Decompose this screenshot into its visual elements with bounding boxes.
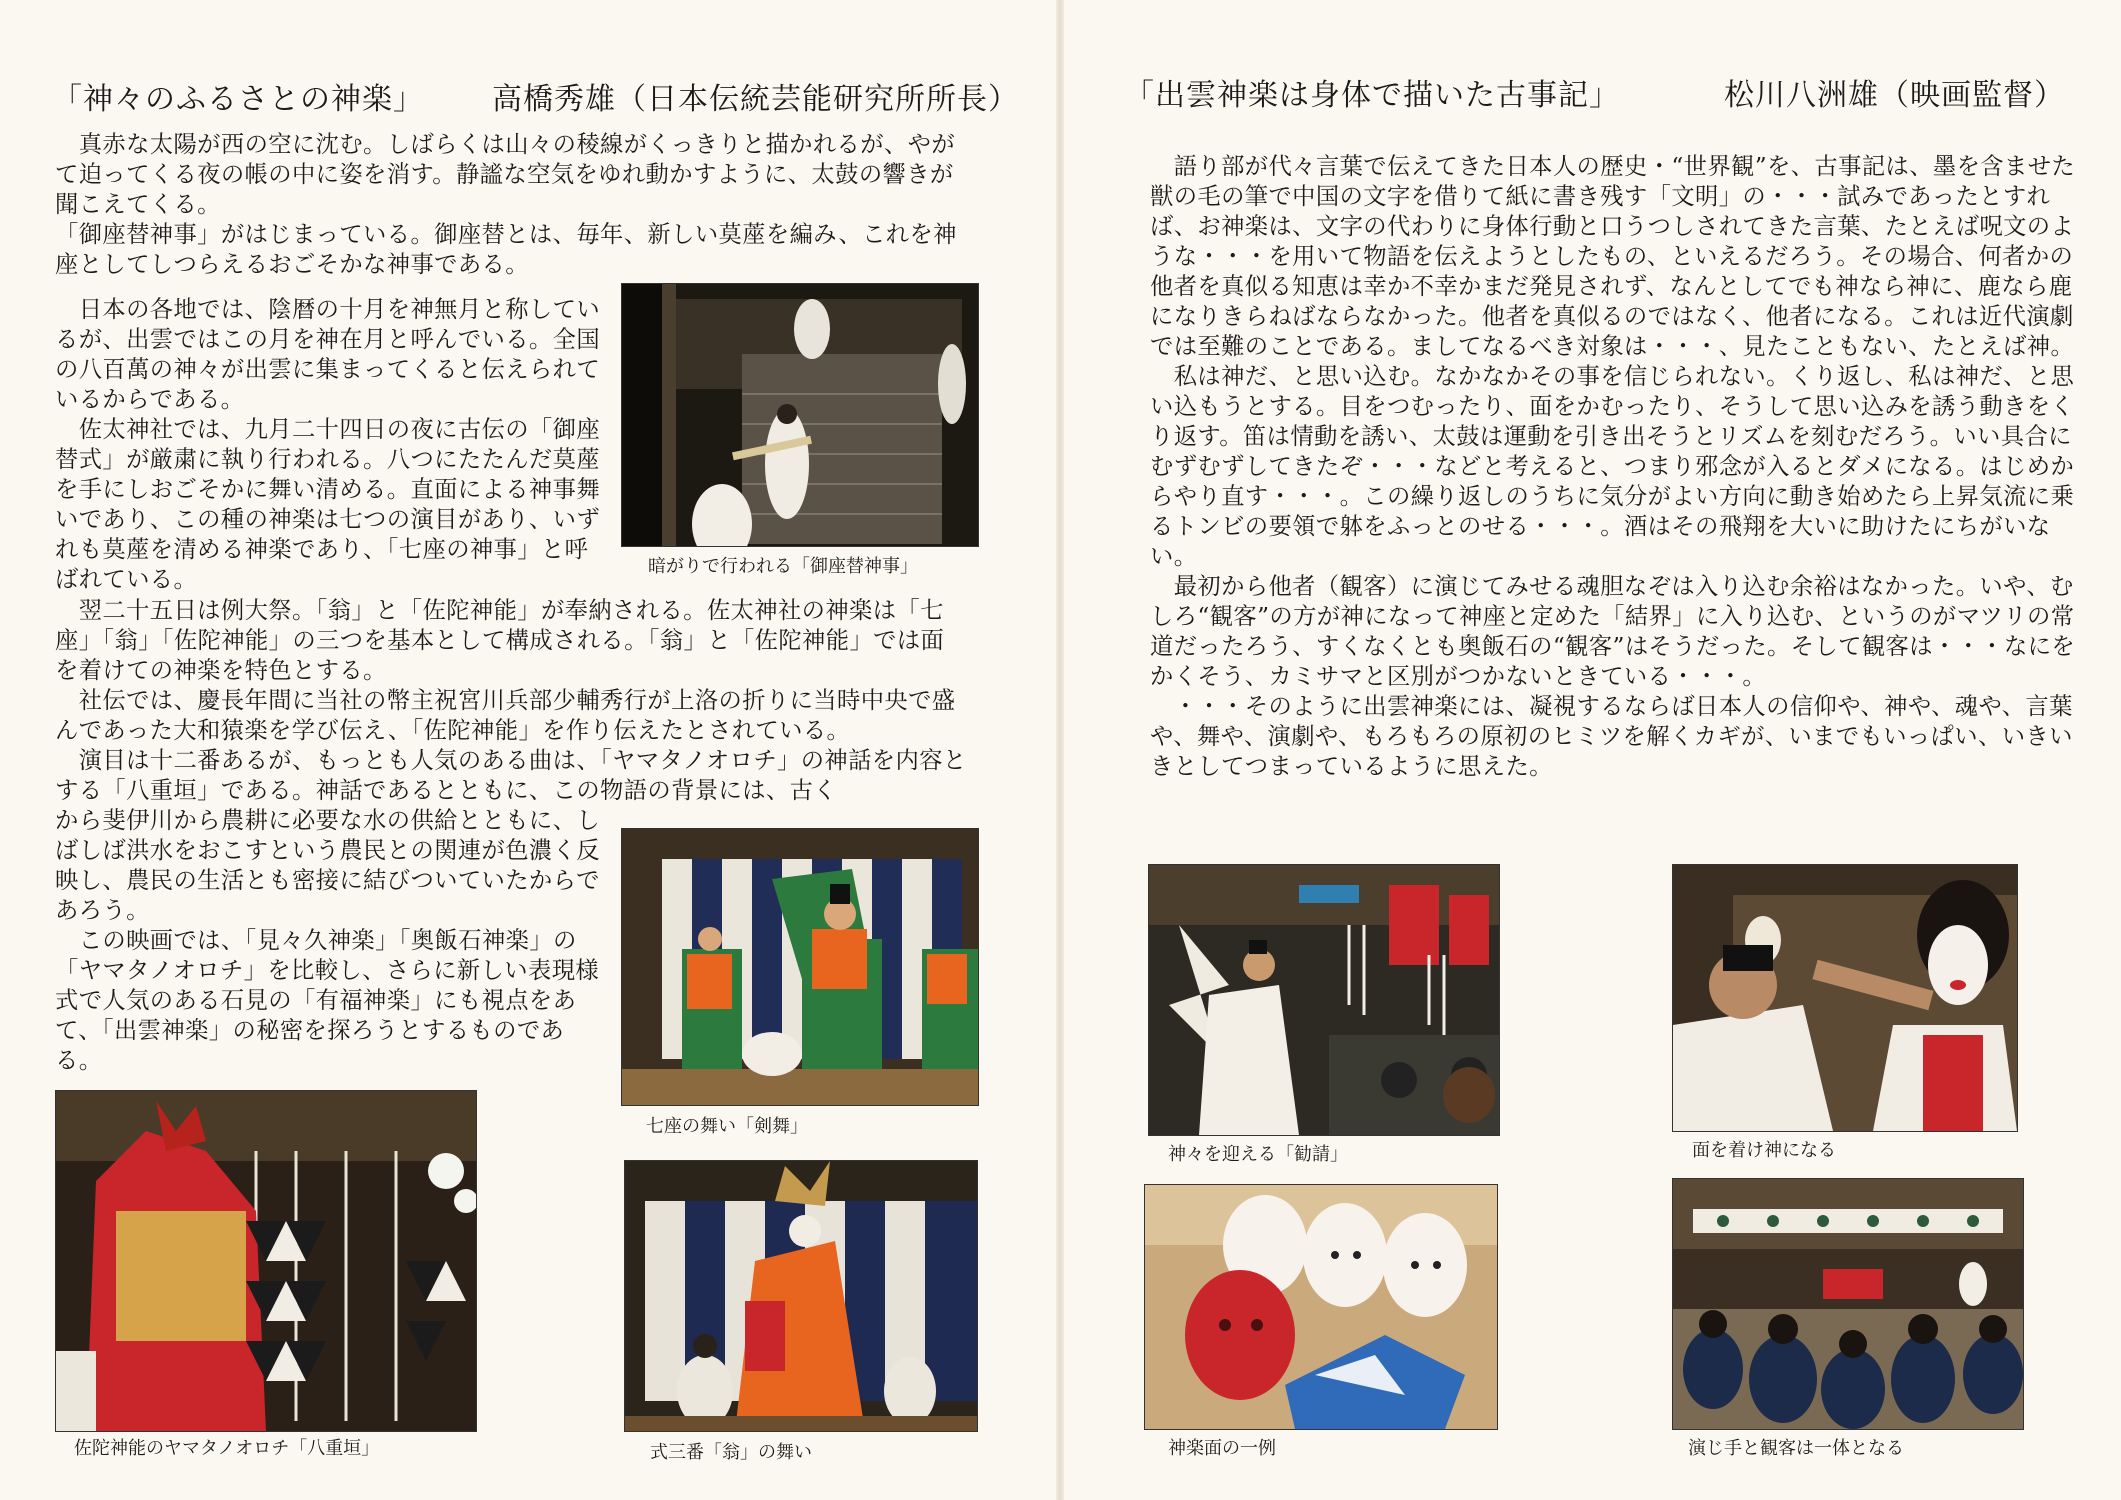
caption-photo-zaza-ritual: 暗がりで行われる「御座替神事」	[648, 556, 918, 577]
paragraph: 最初から他者（観客）に演じてみせる魂胆なぞは入り込む余裕はなかった。いや、むしろ“観客”の方が神になって神座と定めた「結界」に入り込む、というのがマツリの常道だったろう、すくなくとも奥飯石の“観客”はそうだった。そして観客は・・・なにをかくそう、カミサマと区別がつかないときている・・・。	[1150, 573, 2076, 690]
left-lower-text	[55, 806, 611, 1076]
photo-performers-audience	[1672, 1178, 2024, 1430]
left-wrap-text	[55, 295, 611, 595]
photo-okina-dance	[624, 1160, 978, 1432]
caption-photo-kanjo: 神々を迎える「勧請」	[1168, 1144, 1348, 1165]
photo-zaza-ritual	[621, 283, 979, 547]
photo-kanjo	[1148, 864, 1500, 1136]
paragraph: ・・・そのように出雲神楽には、凝視するならば日本人の信仰や、神や、魂や、言葉や、舞や、演劇や、もろもろの原初のヒミツを解くカギが、いまでもいっぱい、いきいきとしてつまっているように思えた。	[1150, 693, 2073, 780]
left-page	[0, 0, 1060, 1500]
left-intro-text	[55, 130, 967, 280]
photo-sword-dance	[621, 828, 979, 1106]
paragraph: 日本の各地では、陰暦の十月を神無月と称しているが、出雲ではこの月を神在月と呼んでいる。全国の八百萬の神々が出雲に集まってくると伝えられているからである。	[55, 296, 601, 413]
photo-kanjo-image	[1149, 865, 1499, 1135]
paragraph: 佐太神社では、九月二十四日の夜に古伝の「御座替式」が厳粛に執り行われる。八つにたたんだ莫蓙を手にしおごそかに舞い清める。直面による神事舞いであり、この種の神楽は七つの演目があり、いずれも莫蓙を清める神楽であり、「七座の神事」と呼ばれている。	[55, 416, 601, 593]
photo-kagura-masks-image	[1145, 1185, 1497, 1429]
left-mid-text	[55, 596, 967, 806]
paragraph: 私は神だ、と思い込む。なかなかその事を信じられない。くり返し、私は神だ、と思い込もうとする。目をつむったり、面をかむったり、そうして思い込みを誘う動きをくり返す。笛は情動を誘い、太鼓は運動を引き出そうとリズムを刻むだろう。いい具合にむずむずしてきたぞ・・・などと考えると、つまり邪念が入るとダメになる。はじめからやり直す・・・。この繰り返しのうちに気分がよい方向に動き始めたら上昇気流に乗るトンビの要領で躰をふっとのせる・・・。酒はその飛翔を大いに助けたにちがいない。	[1150, 363, 2075, 570]
paragraph: 演目は十二番あるが、もっとも人気のある曲は、「ヤマタノオロチ」の神話を内容とする「八重垣」である。神話であるとともに、この物語の背景には、古く	[55, 747, 967, 804]
photo-zaza-ritual-image	[622, 284, 978, 546]
caption-photo-sword-dance: 七座の舞い「剣舞」	[646, 1116, 808, 1137]
caption-photo-performers-audience: 演じ手と観客は一体となる	[1688, 1438, 1904, 1459]
photo-mask-wearing-image	[1673, 865, 2017, 1131]
paragraph: から斐伊川から農耕に必要な水の供給とともに、しばしば洪水をおこすという農民との関連が色濃く反映し、農民の生活とも密接に結びついていたからであろう。	[55, 807, 601, 924]
left-article-author: 高橋秀雄（日本伝統芸能研究所所長）	[492, 82, 1019, 117]
photo-sword-dance-image	[622, 829, 978, 1105]
right-body-text	[1150, 152, 2093, 782]
photo-kagura-masks	[1144, 1184, 1498, 1430]
photo-mask-wearing	[1672, 864, 2018, 1132]
paragraph: 真赤な太陽が西の空に沈む。しばらくは山々の稜線がくっきりと描かれるが、やがて迫ってくる夜の帳の中に姿を消す。静謐な空気をゆれ動かすように、太鼓の響きが聞こえてくる。	[55, 131, 956, 218]
photo-yaegaki-orochi	[55, 1090, 477, 1432]
paragraph: 社伝では、慶長年間に当社の幣主祝宮川兵部少輔秀行が上洛の折りに当時中央で盛んであった大和猿楽を学び伝え、「佐陀神能」を作り伝えたとされている。	[55, 687, 956, 744]
paragraph: 翌二十五日は例大祭。「翁」と「佐陀神能」が奉納される。佐太神社の神楽は「七座」「翁」「佐陀神能」の三つを基本として構成される。「翁」と「佐陀神能」では面を着けての神楽を特色とする。	[55, 597, 945, 684]
paragraph: この映画では、「見々久神楽」「奥飯石神楽」の「ヤマタノオロチ」を比較し、さらに新しい表現様式で人気のある石見の「有福神楽」にも視点をあて、「出雲神楽」の秘密を探ろうとするものである。	[55, 927, 600, 1074]
caption-photo-okina-dance: 式三番「翁」の舞い	[650, 1442, 812, 1463]
caption-photo-yaegaki-orochi: 佐陀神能のヤマタノオロチ「八重垣」	[74, 1438, 380, 1459]
photo-okina-dance-image	[625, 1161, 977, 1431]
left-article-title: 「神々のふるさとの神楽」	[52, 82, 424, 117]
right-page	[1060, 0, 2121, 1500]
photo-performers-audience-image	[1673, 1179, 2023, 1429]
right-article-author: 松川八洲雄（映画監督）	[1724, 78, 2065, 113]
paragraph: 語り部が代々言葉で伝えてきた日本人の歴史・“世界観”を、古事記は、墨を含ませた獣の毛の筆で中国の文字を借りて紙に書き残す「文明」の・・・試みであったとすれば、お神楽は、文字の代わりに身体行動と口うつしされてきた言葉、たとえば呪文のような・・・を用いて物語を伝えようとしたもの、といえるだろう。その場合、何者かの他者を真似る知恵は幸か不幸かまだ発見されず、なんとしてでも神なら神に、鹿なら鹿になりきらねばならなかった。他者を真似るのではなく、他者になる。これは近代演劇では至難のことである。ましてなるべき対象は・・・、見たこともない、たとえば神。	[1150, 153, 2076, 360]
right-article-title: 「出雲神楽は身体で描いた古事記」	[1124, 78, 1620, 113]
photo-yaegaki-orochi-image	[56, 1091, 476, 1431]
paragraph: 「御座替神事」がはじまっている。御座替とは、毎年、新しい莫蓙を編み、これを神座としてしつらえるおごそかな神事である。	[55, 221, 957, 278]
caption-photo-mask-wearing: 面を着け神になる	[1692, 1140, 1836, 1161]
caption-photo-kagura-masks: 神楽面の一例	[1168, 1438, 1276, 1459]
